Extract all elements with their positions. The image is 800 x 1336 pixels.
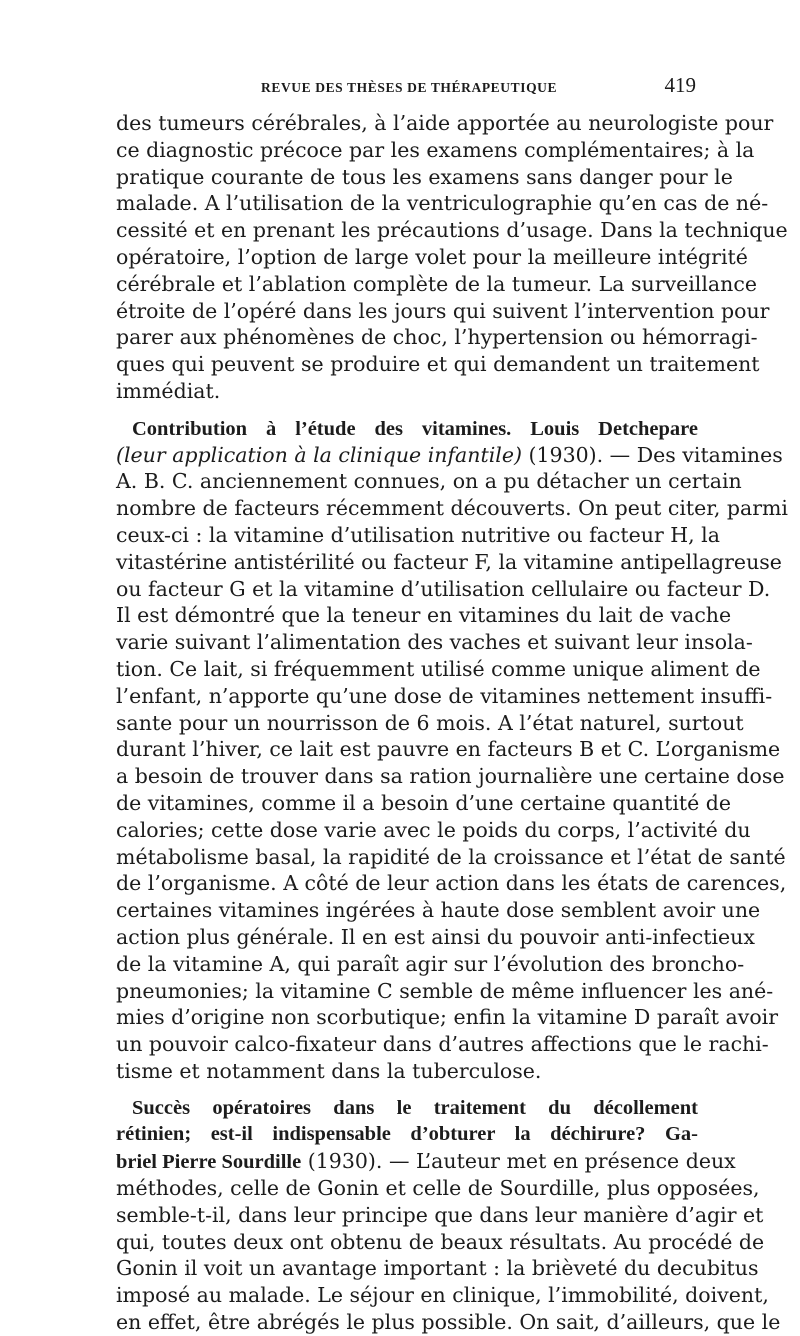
text-line: vitastérine antistérilité ou facteur F, la vitamine antipellagreuse bbox=[116, 549, 782, 574]
text-line: de l’organisme. A côté de leur action dans les états de carences, bbox=[116, 871, 787, 896]
text-line: qui, toutes deux ont obtenu de beaux résultats. Au procédé de bbox=[116, 1229, 765, 1254]
section-heading-line bbox=[116, 415, 698, 442]
section-heading-line: Succès opératoires dans le traitement du décollement bbox=[132, 1096, 698, 1119]
text-line: étroite de l’opéré dans les jours qui suivent l’intervention pour bbox=[116, 298, 770, 323]
text-line: tion. Ce lait, si fréquemment utilisé comme unique aliment de bbox=[116, 656, 761, 681]
text-line: semble-t-il, dans leur principe que dans leur manière d’agir et bbox=[116, 1202, 764, 1227]
page-number: 419 bbox=[664, 73, 696, 97]
text-line: cessité et en prenant les précautions d’usage. Dans la technique bbox=[116, 218, 788, 243]
text-line: immédiat. bbox=[116, 378, 221, 403]
text-line: action plus générale. Il en est ainsi du pouvoir anti-infectieux bbox=[116, 924, 755, 949]
section-heading-line bbox=[116, 1148, 736, 1175]
text-line: métabolisme basal, la rapidité de la croissance et l’état de santé bbox=[116, 844, 786, 869]
section-heading-rest: (1930). — L’auteur met en présence deux bbox=[301, 1149, 736, 1174]
text-line: pratique courante de tous les examens sans danger pour le bbox=[116, 164, 733, 189]
text-line: A. B. C. anciennement connues, on a pu détacher un certain bbox=[116, 469, 742, 494]
text-line: de la vitamine A, qui paraît agir sur l’évolution des broncho- bbox=[116, 951, 745, 976]
text-line: méthodes, celle de Gonin et celle de Sourdille, plus opposées, bbox=[116, 1176, 760, 1201]
text-body bbox=[116, 110, 788, 1336]
text-line: de vitamines, comme il a besoin d’une certaine quantité de bbox=[116, 790, 732, 815]
text-line: nombre de facteurs récemment découverts. On peut citer, parmi bbox=[116, 496, 788, 521]
text-line: cérébrale et l’ablation complète de la tumeur. La surveillance bbox=[116, 271, 757, 296]
paragraph-vitamines bbox=[116, 415, 788, 1085]
text-line: Gonin il voit un avantage important : la brièveté du decubitus bbox=[116, 1256, 759, 1281]
running-title: REVUE DES THÈSES DE THÉRAPEUTIQUE bbox=[261, 80, 558, 95]
section-heading-title: Contribution à l’étude des vitamines. Louis Detchepare bbox=[132, 417, 698, 440]
section-heading-author: briel Pierre Sourdille bbox=[116, 1151, 302, 1174]
text-line: imposé au malade. Le séjour en clinique, l’immobilité, doivent, bbox=[116, 1283, 769, 1308]
text-line: ou facteur G et la vitamine d’utilisation cellulaire ou facteur D. bbox=[116, 576, 771, 601]
text-line: durant l’hiver, ce lait est pauvre en facteurs B et C. L’organisme bbox=[116, 737, 781, 762]
section-heading-line: rétinien; est-il indispensable d’obturer la déchirure? Ga- bbox=[116, 1123, 698, 1146]
text-line: ce diagnostic précoce par les examens complémentaires; à la bbox=[116, 137, 755, 162]
text-line: tisme et notamment dans la tuberculose. bbox=[116, 1058, 542, 1083]
text-line: opératoire, l’option de large volet pour la meilleure intégrité bbox=[116, 244, 748, 269]
text-line: pneumonies; la vitamine C semble de même influencer les ané- bbox=[116, 978, 774, 1003]
text-line: Il est démontré que la teneur en vitamines du lait de vache bbox=[116, 603, 732, 628]
text-line: certaines vitamines ingérées à haute dose semblent avoir une bbox=[116, 898, 761, 923]
text-line: calories; cette dose varie avec le poids du corps, l’activité du bbox=[116, 817, 751, 842]
paragraph-decollement bbox=[116, 1095, 781, 1336]
section-heading-subtitle: (leur application à la clinique infantile) bbox=[116, 442, 522, 467]
text-line: l’enfant, n’apporte qu’une dose de vitamines nettement insuffi- bbox=[116, 683, 773, 708]
text-line: mies d’origine non scorbutique; enfin la vitamine D paraît avoir bbox=[116, 1005, 779, 1030]
text-line: parer aux phénomènes de choc, l’hypertension ou hémorragi- bbox=[116, 325, 758, 350]
text-line: un pouvoir calco-fixateur dans d’autres affections que le rachi- bbox=[116, 1032, 769, 1057]
section-heading-rest: (1930). — Des vitamines bbox=[521, 442, 783, 467]
running-header bbox=[116, 73, 698, 101]
paragraph-tumeurs bbox=[116, 110, 788, 405]
text-line: a besoin de trouver dans sa ration journalière une certaine dose bbox=[116, 764, 785, 789]
section-heading-line bbox=[116, 442, 783, 469]
text-line: sante pour un nourrisson de 6 mois. A l’état naturel, surtout bbox=[116, 710, 744, 735]
text-line: ques qui peuvent se produire et qui demandent un traitement bbox=[116, 352, 760, 377]
text-line: en effet, être abrégés le plus possible. On sait, d’ailleurs, que le bbox=[116, 1310, 781, 1335]
text-line: malade. A l’utilisation de la ventriculographie qu’en cas de né- bbox=[116, 191, 769, 216]
text-line: ceux-ci : la vitamine d’utilisation nutritive ou facteur H, la bbox=[116, 522, 720, 547]
text-line: varie suivant l’alimentation des vaches et suivant leur insola- bbox=[116, 630, 753, 655]
text-line: des tumeurs cérébrales, à l’aide apportée au neurologiste pour bbox=[116, 111, 774, 135]
